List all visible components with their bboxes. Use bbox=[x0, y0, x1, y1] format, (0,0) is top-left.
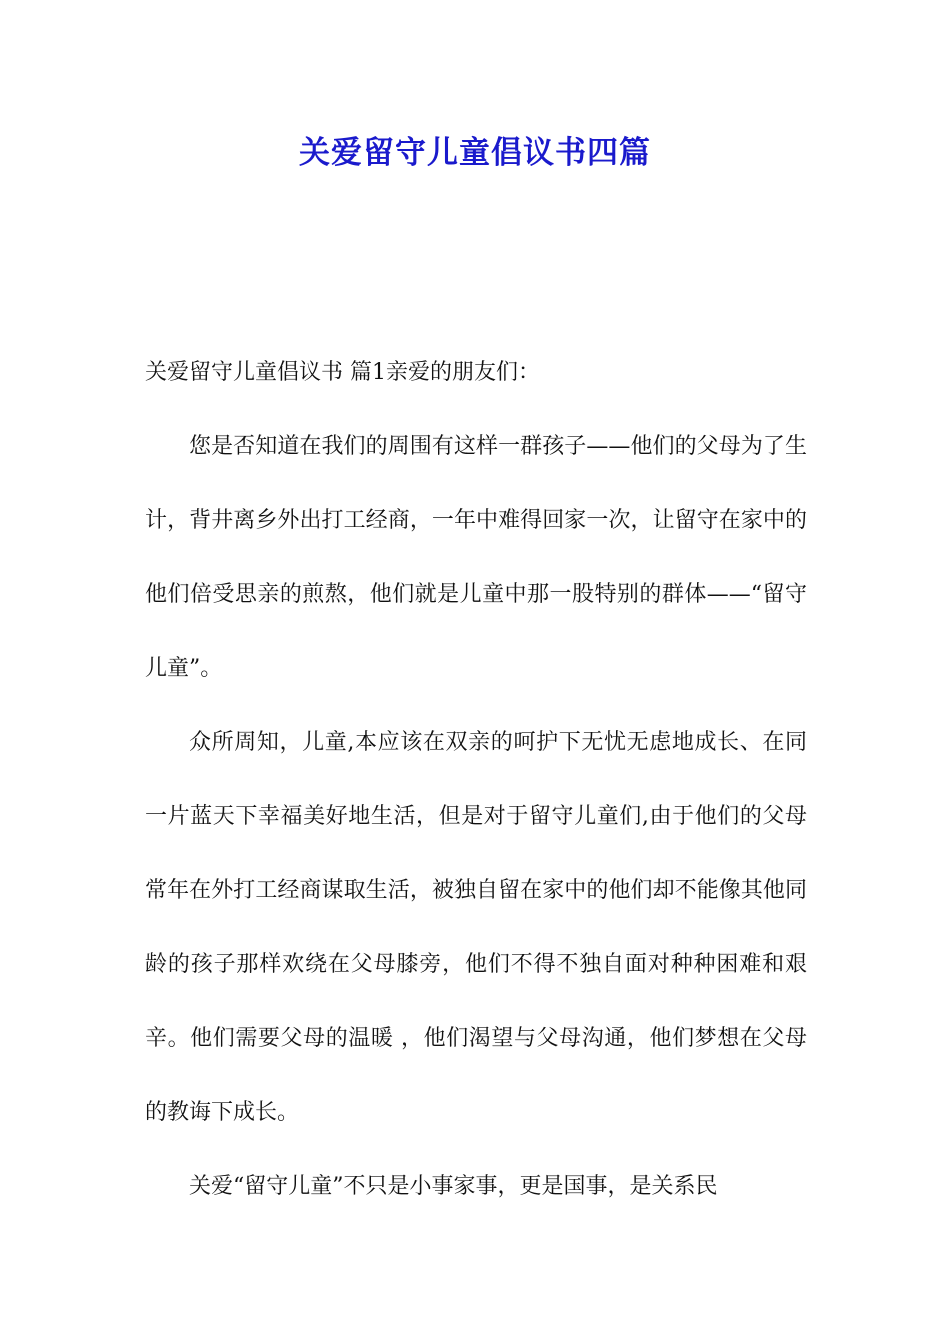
salutation-paragraph: 关爱留守儿童倡议书 篇1亲爱的朋友们： bbox=[145, 360, 540, 385]
document-body bbox=[145, 336, 807, 1224]
document-title: 关爱留守儿童倡议书四篇 bbox=[299, 135, 651, 171]
body-paragraph: 您是否知道在我们的周围有这样一群孩子——他们的父母为了生计，背井离乡外出打工经商，一年中难得回家一次，让留守在家中的他们倍受思亲的煎熬，他们就是儿童中那一股特别的群体——“留守儿童”。 bbox=[145, 434, 807, 681]
body-paragraph: 关爱“留守儿童”不只是小事家事，更是国事，是关系民 bbox=[189, 1174, 718, 1199]
body-paragraph: 众所周知，儿童,本应该在双亲的呵护下无忧无虑地成长、在同一片蓝天下幸福美好地生活，但是对于留守儿童们,由于他们的父母常年在外打工经商谋取生活，被独自留在家中的他们却不能像其他同龄的孩子那样欢绕在父母膝旁，他们不得不独自面对种种困难和艰辛。他们需要父母的温暖 ，他们渴望与父母沟通，他们梦想在父母的教诲下成长。 bbox=[145, 730, 807, 1125]
